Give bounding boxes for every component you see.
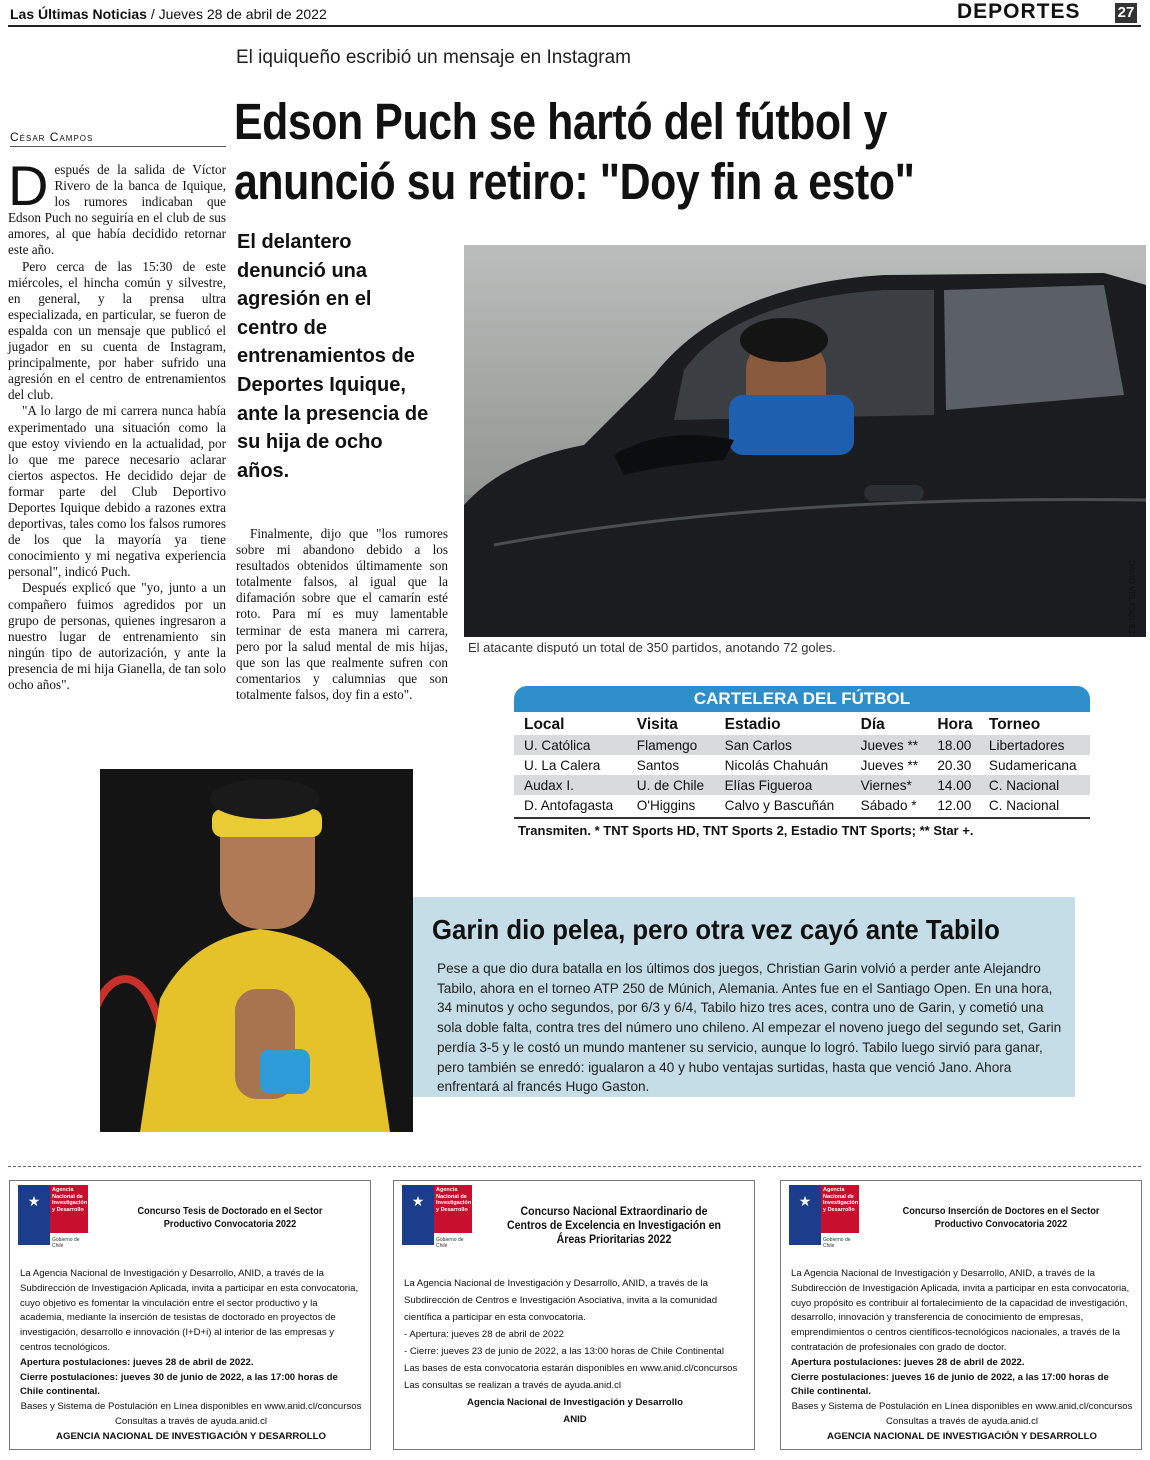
page-header <box>10 6 327 22</box>
header-rule <box>8 25 1141 27</box>
table-cell: Elías Figueroa <box>715 775 851 795</box>
photo-credit: DAVID VELÁSQUEZ <box>1127 560 1136 635</box>
ad-paragraph: Apertura postulaciones: jueves 28 de abril de 2022. <box>791 1356 1025 1368</box>
ad-paragraph: La Agencia Nacional de Investigación y Desarrollo, ANID, a través de la Subdirección de Investigación Aplicada, invita a participar en esta convocatoria, cuyo objetivo es fomentar la vinculación entre el sector productivo y la academia, mediante la inserción de tesistas de doctorado en proyectos de investigación, desarrollo e innovación (I+D+i) al interior de las empresas y centros tecnológicos. <box>20 1268 359 1353</box>
table-cell: U. de Chile <box>627 775 715 795</box>
table-cell: Sudamericana <box>988 757 1077 773</box>
ad-paragraph: AGENCIA NACIONAL DE INVESTIGACIÓN Y DESARROLLO <box>56 1430 326 1442</box>
fixtures-broadcast-note: Transmiten. * TNT Sports HD, TNT Sports 2, Estadio TNT Sports; ** Star +. <box>518 823 974 838</box>
ad-text <box>791 1267 1133 1445</box>
ad-title: Concurso Inserción de Doctores en el Sector Productivo Convocatoria 2022 <box>902 1206 1100 1230</box>
car-photo-illustration <box>464 245 1146 637</box>
article-headline <box>234 92 990 212</box>
logo-text: Agencia Nacional de Investigación y Desarrollo <box>436 1187 472 1213</box>
ad-paragraph: La Agencia Nacional de Investigación y Desarrollo, ANID, a través de la Subdirección de Investigación Aplicada, invita a participar en esta convocatoria, cuyo propósito es contribuir al fortalecimiento de la capacidad de investigación, desarrollo, innovación y transferencia de conocimiento de empresas, emprendimientos o centros científicos-tecnológicos nacionales, a través de la contratación de profesionales con grado de doctor. <box>791 1268 1130 1353</box>
table-row <box>514 775 1090 795</box>
paragraph-2: Pero cerca de las 15:30 de este miércoles, el hincha común y silvestre, en general, y la prensa ultra especializada, en particular, se fueron de espalda con un mensaje que publicó el jugador en su cuenta de Instagram, principalmente, por haber sufrido una agresión en el centro de entrenamientos del club. <box>8 258 226 403</box>
ad-text <box>20 1267 362 1445</box>
ad-paragraph: - Cierre: jueves 23 de junio de 2022, a las 13:00 horas de Chile Continental <box>404 1346 724 1357</box>
drop-cap: D <box>8 154 49 217</box>
football-fixtures-box <box>514 686 1090 838</box>
table-cell: D. Antofagasta <box>524 797 614 813</box>
table-cell: San Carlos <box>715 735 851 755</box>
article-column-2 <box>236 526 448 703</box>
col-dia: Día <box>860 716 885 733</box>
ads-divider <box>8 1166 1141 1167</box>
table-cell: Nicolás Chahuán <box>724 757 829 773</box>
article-deck: El delantero denunció una agresión en el centro de entrenamientos de Deportes Iquique, ante la presencia de su hija de ocho años. <box>237 231 429 482</box>
ad-title: Concurso Tesis de Doctorado en el Sector Productivo Convocatoria 2022 <box>137 1206 323 1230</box>
tennis-body: Pese a que dio dura batalla en los últimos dos juegos, Christian Garin volvió a perder ante Alejandro Tabilo, ahora en el torneo ATP 250 de Múnich, Alemania. Antes fue en el Santiago Open. En una hora, 34 minutos y ocho segundos, por 6/3 y 6/4, Tabilo hizo tres aces, contra uno de Garin, y cometió una sola doble falta, contra tres del número uno chileno. Al empezar el noveno juego del segundo set, Garin perdía 3-5 y le costó un mundo mantener su servicio, aunque lo logró. Tabilo luego sirvió para ganar, pero también se enredó: igualaron a 40 y hubo ventajas surtidas, hasta que venció Jano. Ahora enfrentará al francés Hugo Gaston. <box>437 961 1062 1095</box>
table-cell: Audax I. <box>514 775 627 795</box>
headline-line-1: Edson Puch se hartó del fútbol y <box>234 93 888 150</box>
anid-logo <box>18 1185 88 1255</box>
col-hora: Hora <box>937 716 973 733</box>
byline: César Campos <box>10 130 94 144</box>
table-cell: 14.00 <box>927 775 979 795</box>
ad-paragraph: Las consultas se realizan a través de ayuda.anid.cl <box>404 1380 622 1391</box>
table-cell: C. Nacional <box>988 797 1060 813</box>
photo-puch-in-car <box>464 245 1146 637</box>
fixtures-header-row <box>514 712 1090 735</box>
anid-logo <box>789 1185 859 1255</box>
paragraph-3: "A lo largo de mi carrera nunca había experimentado una situación como la que estoy viviendo en la actualidad, por lo que me parece necesario aclarar ciertos aspectos. He decidido dejar de formar parte del Club Deportivo Deportes Iquique debido a razones extra deportivas, tales como los falsos rumores de los que la mayoría ya tiene conocimiento y mi negativa experiencia personal", indicó Puch. <box>8 403 226 580</box>
fixtures-rule <box>514 817 1090 819</box>
table-cell: Libertadores <box>979 735 1090 755</box>
headline-line-2: anunció su retiro: "Doy fin a esto" <box>234 153 915 210</box>
ad-title: Concurso Nacional Extraordinario de Centros de Excelencia en Investigación en Áreas Prioritarias 2022 <box>506 1206 722 1246</box>
article-column-1 <box>8 154 226 693</box>
table-row <box>514 735 1090 755</box>
col-estadio: Estadio <box>724 716 781 733</box>
tennis-headline: Garin dio pelea, pero otra vez cayó ante Tabilo <box>432 914 1000 945</box>
anid-ad-insercion-doctores <box>780 1180 1142 1450</box>
ad-paragraph: Consultas a través de ayuda.anid.cl <box>886 1415 1038 1427</box>
logo-subtext: Gobierno de Chile <box>52 1237 80 1249</box>
page-number: 27 <box>1115 3 1137 23</box>
photo-caption: El atacante disputó un total de 350 partidos, anotando 72 goles. <box>468 640 836 655</box>
tennis-photo-illustration <box>100 769 413 1132</box>
byline-rule <box>10 146 226 147</box>
col-local: Local <box>524 716 565 733</box>
ad-paragraph: La Agencia Nacional de Investigación y Desarrollo, ANID, a través de la Subdirección de Centros e Investigación Asociativa, invita a la comunidad científica a participar en esta convocatoria. <box>404 1278 718 1323</box>
table-cell: Santos <box>636 757 680 773</box>
table-cell: 20.30 <box>937 757 972 773</box>
logo-subtext: Gobierno de Chile <box>436 1237 464 1249</box>
ad-paragraph: Cierre postulaciones: jueves 30 de junio de 2022, a las 17:00 horas de Chile continental. <box>20 1371 338 1398</box>
paragraph-4: Después explicó que "yo, junto a un compañero fuimos agredidos por un grupo de personas, quienes ingresaron a nuestro lugar de entrenamiento sin ningún tipo de autorización, y ante la presencia de mi hija Gianella, de tan solo ocho años". <box>8 580 226 692</box>
table-cell: O'Higgins <box>636 797 696 813</box>
fixtures-title: CARTELERA DEL FÚTBOL <box>514 686 1090 712</box>
table-cell: U. La Calera <box>524 757 601 773</box>
ad-paragraph: ANID <box>563 1414 587 1425</box>
article-kicker: El iquiqueño escribió un mensaje en Instagram <box>236 47 632 68</box>
paper-name: Las Últimas Noticias <box>10 6 147 22</box>
ad-text <box>404 1275 746 1428</box>
table-cell: C. Nacional <box>979 775 1090 795</box>
ad-paragraph: Bases y Sistema de Postulación en Línea disponibles en www.anid.cl/concursos <box>20 1401 362 1413</box>
table-row <box>514 755 1090 775</box>
ad-paragraph: Apertura postulaciones: jueves 28 de abril de 2022. <box>20 1356 254 1368</box>
table-cell: Viernes* <box>851 775 928 795</box>
table-cell: 12.00 <box>937 797 972 813</box>
fixtures-table <box>514 712 1090 815</box>
ad-paragraph: Consultas a través de ayuda.anid.cl <box>115 1415 267 1427</box>
paragraph-1: Después de la salida de Víctor Rivero de la banca de Iquique, los rumores indicaban que Edson Puch no seguiría en el club de sus amores, al que había decidido retornar este año. <box>8 154 226 258</box>
star-icon: ★ <box>411 1193 425 1209</box>
ad-paragraph: Agencia Nacional de Investigación y Desarrollo <box>467 1397 683 1408</box>
table-cell: Jueves ** <box>860 757 919 773</box>
paragraph-5: Finalmente, dijo que "los rumores sobre mi abandono debido a los resultados obtenidos últimamente son totalmente falsos, al igual que la difamación sobre que el camarín esté roto. Para mí es muy lamentable terminar de esta manera mi carrera, pero por la salud mental de mis hijas, que son las que realmente sufren con comentarios y calumnias que son totalmente falsos, doy fin a esto". <box>236 526 448 702</box>
col-visita: Visita <box>636 716 678 733</box>
table-row <box>514 795 1090 815</box>
table-cell: U. Católica <box>514 735 627 755</box>
logo-text: Agencia Nacional de Investigación y Desarrollo <box>52 1187 88 1213</box>
logo-subtext: Gobierno de Chile <box>823 1237 851 1249</box>
ad-paragraph: Cierre postulaciones: jueves 16 de junio de 2022, a las 17:00 horas de Chile continental. <box>791 1371 1109 1398</box>
ad-paragraph: - Apertura: jueves 28 de abril de 2022 <box>404 1329 565 1340</box>
ad-paragraph: Bases y Sistema de Postulación en Línea disponibles en www.anid.cl/concursos <box>791 1401 1133 1413</box>
anid-ad-tesis-doctorado <box>9 1180 371 1450</box>
logo-text: Agencia Nacional de Investigación y Desarrollo <box>823 1187 859 1213</box>
photo-tennis-player <box>100 769 413 1132</box>
section-name: DEPORTES <box>957 0 1081 23</box>
table-cell: Jueves ** <box>851 735 928 755</box>
table-cell: 18.00 <box>927 735 979 755</box>
anid-logo <box>402 1185 472 1255</box>
col-torneo: Torneo <box>988 716 1041 733</box>
anid-ad-centros-excelencia <box>393 1180 755 1450</box>
table-cell: Sábado * <box>860 797 917 813</box>
star-icon: ★ <box>798 1193 812 1209</box>
header-date: / Jueves 28 de abril de 2022 <box>146 6 327 22</box>
table-cell: Calvo y Bascuñán <box>724 797 835 813</box>
ad-paragraph: AGENCIA NACIONAL DE INVESTIGACIÓN Y DESARROLLO <box>827 1430 1097 1442</box>
star-icon: ★ <box>27 1193 41 1209</box>
table-cell: Flamengo <box>627 735 715 755</box>
ad-paragraph: Las bases de esta convocatoria estarán disponibles en www.anid.cl/concursos <box>404 1363 738 1374</box>
